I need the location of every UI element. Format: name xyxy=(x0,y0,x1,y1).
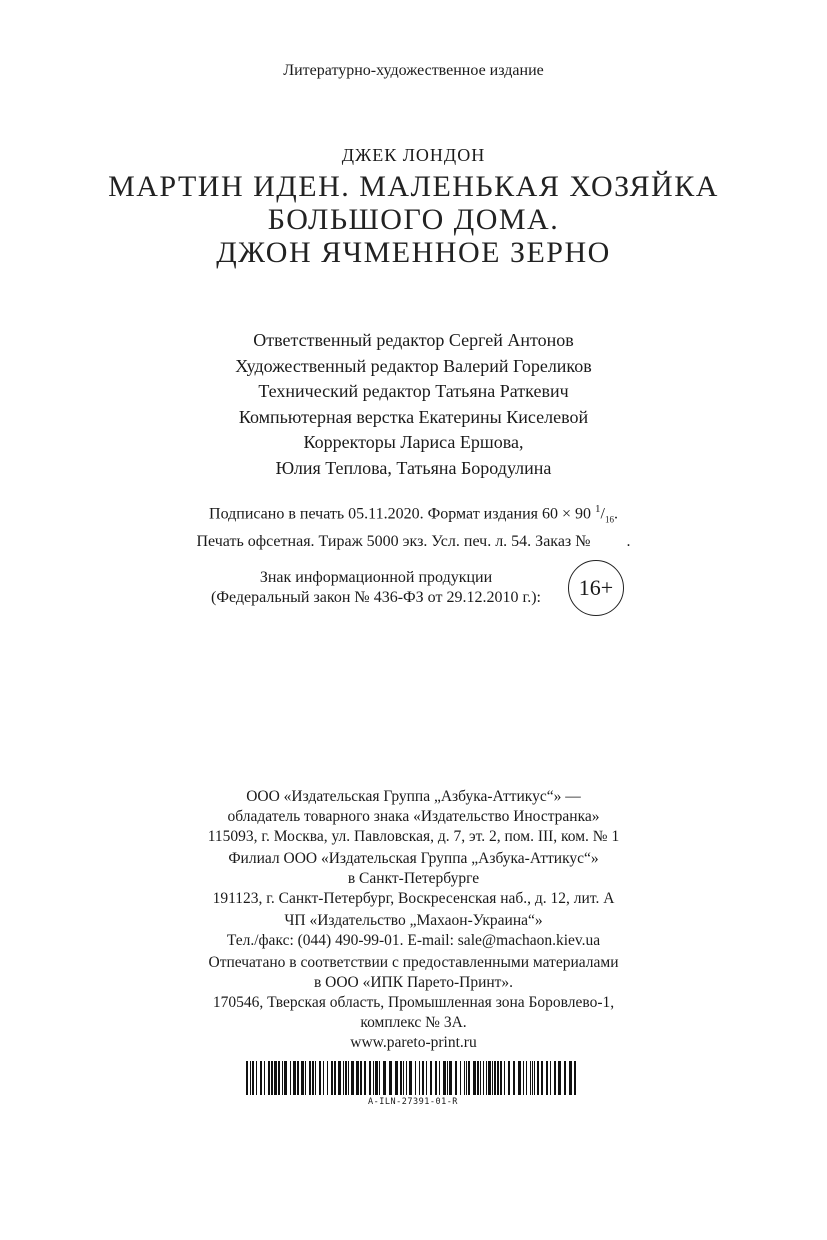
title-line: МАРТИН ИДЕН. МАЛЕНЬКАЯ ХОЗЯЙКА xyxy=(108,170,719,203)
edition-type: Литературно-художественное издание xyxy=(283,62,544,79)
credit-line: Технический редактор Татьяна Раткевич xyxy=(258,381,569,401)
print-info-line-1 xyxy=(0,498,827,531)
credit-line: Корректоры Лариса Ершова, xyxy=(303,432,524,452)
publisher-line: 170546, Тверская область, Промышленная зона Боровлево-1, xyxy=(212,994,615,1011)
credit-line: Юлия Теплова, Татьяна Бородулина xyxy=(275,457,552,478)
credit-line: Компьютерная верстка Екатерины Киселевой xyxy=(238,406,589,427)
author-name: ДЖЕК ЛОНДОН xyxy=(341,145,486,165)
publisher-line: ООО «Издательская Группа „Азбука-Аттикус“» — xyxy=(246,788,581,805)
info-sign-line: (Федеральный закон № 436-ФЗ от 29.12.2010 г.): xyxy=(210,589,541,606)
credits-list xyxy=(0,328,827,481)
publisher-line: ЧП «Издательство „Махаон-Украина“» xyxy=(284,912,543,929)
publisher-line: Филиал ООО «Издательская Группа „Азбука-Аттикус“» xyxy=(228,850,599,867)
age-rating-badge: 16+ xyxy=(568,560,624,616)
title-line: БОЛЬШОГО ДОМА. xyxy=(267,203,560,236)
publisher-line: 115093, г. Москва, ул. Павловская, д. 7, эт. 2, пом. III, ком. № 1 xyxy=(207,828,620,845)
title-line: ДЖОН ЯЧМЕННОЕ ЗЕРНО xyxy=(216,236,611,269)
barcode-label: A-ILN-27391-01-R xyxy=(368,1097,458,1107)
publisher-line: обладатель товарного знака «Издательство Иностранка» xyxy=(227,808,600,825)
book-title xyxy=(0,170,827,269)
publisher-line: Отпечатано в соответствии с предоставленными материалами xyxy=(208,954,619,971)
credit-line: Ответственный редактор Сергей Антонов xyxy=(253,330,574,350)
publisher-line: Тел./факс: (044) 490-99-01. E-mail: sale@machaon.kiev.ua xyxy=(226,932,601,949)
info-sign-text xyxy=(200,568,552,608)
publisher-info xyxy=(0,787,827,1053)
print-format-text: Подписано в печать 05.11.2020. Формат издания 60 × 90 xyxy=(209,505,592,523)
publisher-line: 191123, г. Санкт-Петербург, Воскресенская наб., д. 12, лит. А xyxy=(212,890,615,907)
info-sign-line: Знак информационной продукции xyxy=(259,569,493,586)
format-denominator: 16 xyxy=(604,514,614,525)
print-info xyxy=(0,498,827,553)
publisher-line: в ООО «ИПК Парето-Принт». xyxy=(313,974,514,991)
barcode-image xyxy=(246,1061,580,1095)
line1-end: . xyxy=(613,505,618,523)
publisher-line: в Санкт-Петербурге xyxy=(347,870,480,887)
format-numerator: 1 xyxy=(595,503,601,515)
publisher-line: www.pareto-print.ru xyxy=(350,1034,477,1051)
print-run-text: Печать офсетная. Тираж 5000 экз. Усл. печ. л. 54. Заказ № xyxy=(196,532,591,550)
print-info-line-2 xyxy=(0,531,827,553)
publisher-line: комплекс № 3А. xyxy=(360,1014,467,1031)
fraction-slash: / xyxy=(600,505,605,523)
line2-end: . xyxy=(626,532,631,550)
credit-line: Художественный редактор Валерий Гореликов xyxy=(235,355,592,376)
